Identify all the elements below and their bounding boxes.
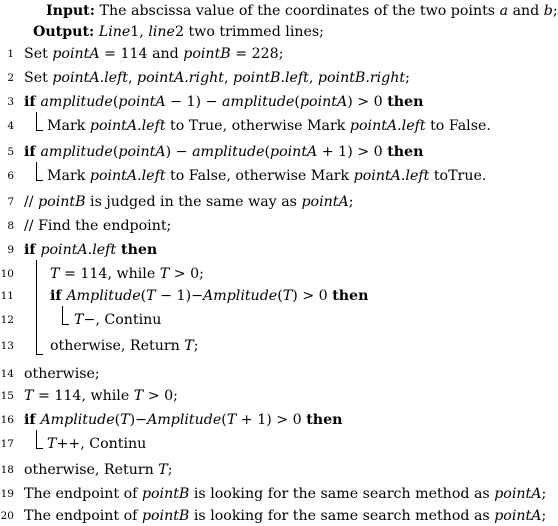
line-text: ( [140,288,147,304]
line-number: 2 [7,72,14,84]
line-text: ( [277,288,283,304]
math-var: T [74,312,84,328]
input-var-a: a [499,3,509,19]
math-var: T [158,462,168,478]
line-text: // Find the endpoint; [24,218,172,234]
line-text: Set [24,70,53,86]
line-text: ; [193,338,199,354]
line-content [74,310,161,330]
math-var: amplitude [40,94,113,110]
line-text: , [308,70,318,86]
line-text: ; [348,194,354,210]
line-content [24,92,423,112]
line-text: , [224,70,234,86]
keyword: then [332,288,369,304]
line-text: ) > 0 [347,94,388,110]
block-rule-if5 [36,162,37,180]
keyword: if [50,288,67,304]
keyword: if [24,94,41,110]
math-var: pointB.left [233,70,309,86]
block-rule-if9 [36,260,37,354]
math-var: pointA.left [89,168,166,184]
block-foot-if3 [36,130,43,131]
line-text: otherwise, Return [24,462,159,478]
line-text: to False. [425,118,491,134]
line-content [24,364,100,384]
math-var: Amplitude [147,412,222,428]
line-text: The endpoint of [24,508,142,524]
line-content [24,192,353,212]
keyword: then [387,144,424,160]
output-var-line2: line [148,24,175,40]
line-text: Mark [47,168,90,184]
line-text: , [127,70,138,86]
math-var: T [146,288,156,304]
block-foot-if11 [62,324,69,325]
keyword: if [24,144,41,160]
math-var: pointB [141,508,190,524]
line-number: 7 [7,196,14,208]
line-text: )− [129,412,148,428]
math-var: Amplitude [203,288,278,304]
line-text: otherwise, Return [50,338,185,354]
line-content [24,410,342,430]
line-text: = 114, while [59,266,160,282]
line-text: > 0; [143,388,178,404]
math-var: pointA.left [353,168,430,184]
math-var: Amplitude [40,412,115,428]
line-number: 6 [7,170,14,182]
block-rule-if16 [36,430,37,448]
line-number: 13 [0,340,14,352]
line-text: ( [264,144,271,160]
line-text: Mark [47,118,90,134]
math-var: pointA [301,194,349,210]
math-var: pointA.left [52,70,128,86]
math-var: pointA [494,508,542,524]
output-var-line1: Line [98,24,131,40]
line-number: 10 [0,268,14,280]
line-number: 20 [0,510,14,522]
math-var: T [184,338,194,354]
line-text: −, Continu [83,312,162,328]
math-var: pointA.left [89,118,166,134]
line-text: // [24,194,39,210]
line-number: 3 [7,96,14,108]
line-content [24,506,546,526]
line-number: 15 [0,390,14,402]
line-text: ( [112,94,119,110]
line-number: 12 [0,314,14,326]
line-content [24,142,423,162]
line-text: is looking for the same search method as [189,508,495,524]
line-text: toTrue. [429,168,487,184]
input-content [46,1,558,21]
line-text: ( [114,412,121,428]
line-content [24,386,178,406]
math-var: amplitude [192,144,265,160]
line-content [24,460,173,480]
line-text: ) > 0 [292,288,333,304]
math-var: pointA [118,144,166,160]
line-number: 18 [0,464,14,476]
math-var: pointB.right [317,70,406,86]
keyword: then [306,412,343,428]
line-text: ( [294,94,300,110]
math-var: pointA [52,46,100,62]
math-var: T [120,412,130,428]
line-text: − 1) − [165,94,223,110]
line-text: = 114 and [99,46,184,62]
output-text-2: 1, [130,24,149,40]
line-content [50,264,204,284]
line-text: + 1) > 0 [236,412,307,428]
line-text: ; [167,462,173,478]
line-text: + 1) > 0 [317,144,388,160]
line-text: ( [221,412,227,428]
line-number: 16 [0,414,14,426]
input-text-3: ; [552,3,558,19]
math-var: T [226,412,237,428]
line-content [47,166,486,186]
line-text: The endpoint of [24,486,142,502]
math-var: amplitude [40,144,113,160]
block-rule-if11 [62,306,63,324]
line-content [24,484,546,504]
line-text: to False, otherwise Mark [165,168,354,184]
math-var: amplitude [222,94,295,110]
block-foot-if16 [36,448,43,449]
math-var: T [47,436,57,452]
math-var: T [50,266,60,282]
line-text: ; [405,70,410,86]
math-var: pointA [299,94,348,110]
line-number: 14 [0,368,14,380]
line-text: otherwise; [24,366,100,382]
math-var: pointA [270,144,318,160]
input-text-2: and [508,3,544,19]
line-content [50,286,368,306]
line-text: ; [541,486,547,502]
line-text: is looking for the same search method as [189,486,495,502]
line-number: 8 [7,220,14,232]
input-text-1: The abscissa value of the coordinates of the two points [94,3,500,19]
line-content [47,116,491,136]
line-text: − 1)− [155,288,203,304]
math-var: pointA.left [349,118,426,134]
line-text: Set [24,46,53,62]
input-label: Input: [46,3,95,19]
line-text: ; [541,508,547,524]
line-text: = 228; [230,46,284,62]
math-var: pointB [183,46,231,62]
line-content [24,44,283,64]
math-var: T [133,388,144,404]
line-number: 11 [0,290,14,302]
math-var: pointA.right [137,70,225,86]
line-number: 4 [7,120,14,132]
line-content [50,336,199,356]
line-text: ++, Continu [56,436,147,452]
line-number: 19 [0,488,14,500]
line-text: to True, otherwise Mark [165,118,350,134]
line-text: = 114, while [33,388,134,404]
line-content [24,68,410,88]
line-content [24,216,171,236]
keyword: if [24,412,41,428]
math-var: pointB [38,194,86,210]
line-content [24,240,157,260]
math-var: pointA.left [40,242,117,258]
input-var-b: b [543,3,553,19]
math-var: pointB [141,486,190,502]
line-number: 9 [7,244,14,256]
line-number: 17 [0,438,14,450]
keyword: then [387,94,424,110]
keyword: if [24,242,41,258]
line-number: 5 [7,146,14,158]
output-text-3: 2 two trimmed lines; [174,24,324,40]
math-var: Amplitude [66,288,141,304]
line-number: 1 [7,48,14,60]
block-foot-if9 [36,354,43,355]
block-foot-if5 [36,180,43,181]
math-var: pointA [494,486,542,502]
line-text: is judged in the same way as [85,194,302,210]
line-content [47,434,146,454]
math-var: T [282,288,293,304]
math-var: T [159,266,170,282]
math-var: T [24,388,34,404]
output-label: Output: [33,24,95,40]
block-rule-if3 [36,112,37,130]
output-content [33,22,324,42]
line-text: ) − [165,144,193,160]
keyword: then [116,242,158,258]
line-text: ( [112,144,119,160]
math-var: pointA [118,94,166,110]
line-text: > 0; [169,266,204,282]
